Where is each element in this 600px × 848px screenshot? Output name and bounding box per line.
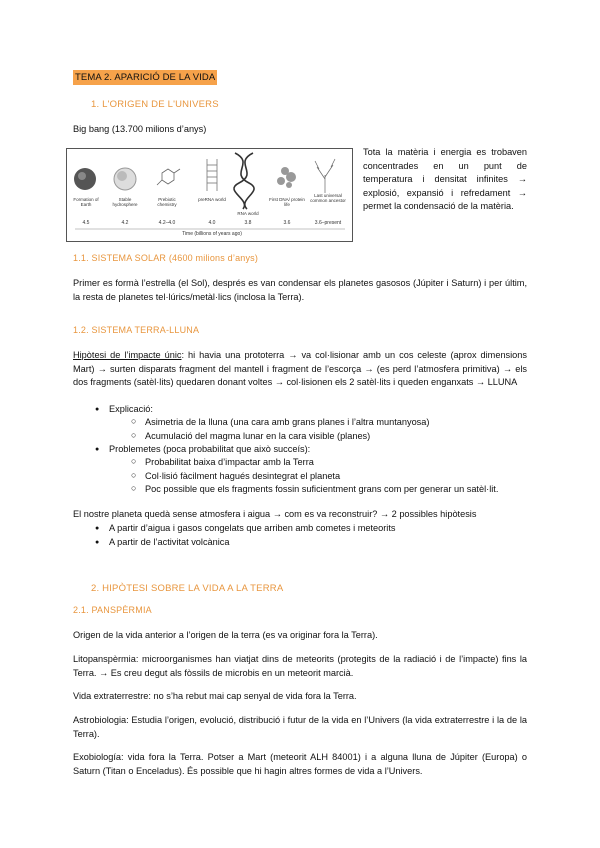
section-heading-life-hypothesis: 2. HIPÒTESI SOBRE LA VIDA A LA TERRA: [91, 583, 284, 594]
stage-chemistry: Prebiotic chemistry 4.2–4.0: [157, 197, 177, 226]
universe-description: Tota la matèria i energia es trobaven concentrades en un punt de temperatura i densitat infinites → explosió, expansió i refredament → permet la condensació de la matèria.: [363, 147, 527, 211]
stage-dna-protein: First DNA/ protein life 3.6: [269, 197, 305, 226]
list-item: ○ Acumulació del magma lunar en la cara visible (planes): [145, 430, 527, 444]
exobiology-text: Exobiología: vida fora la Terra. Potser a Mart (meteorit ALH 84001) i a alguna lluna de Júpiter (Europa) o Saturn (Titan o Enceladus). És possible que hi hagin altres formes de vida a l’Univers.: [73, 752, 527, 776]
impact-hypothesis-label: Hipòtesi de l’impacte únic: [73, 350, 182, 360]
section-heading-earth-moon: 1.2. SISTEMA TERRA-LLUNA: [73, 325, 200, 335]
stage-prerna: preRNA world 4.0: [198, 197, 226, 226]
problem-subitems: [145, 456, 527, 497]
section-heading-panspermia: 2.1. PANSPÈRMIA: [73, 605, 152, 615]
prerna-illustration: [207, 159, 217, 191]
solar-system-text: Primer es formà l’estrella (el Sol), després es van condensar els planetes gasosos (Júpiter i Saturn) i per últim, la resta de planetes tel·lúrics/metàl·lics (inclosa la Terra).: [73, 278, 527, 302]
list-item: ○ Poc possible que els fragments fossin suficientment grans com per generar un satèl·lit.: [145, 483, 527, 497]
origin-of-life-figure: [66, 148, 353, 242]
list-item: ● A partir d’aigua i gasos congelats que arriben amb cometes i meteorits: [109, 522, 527, 536]
list-item: ○ Probabilitat baixa d’impactar amb la Terra: [145, 456, 527, 470]
list-item: ● Explicació:: [109, 403, 527, 417]
panspermia-definition: Origen de la vida anterior a l’origen de la terra (es va originar fora la Terra).: [73, 630, 378, 640]
stage-earth: Formation of Earth 4.5: [73, 197, 99, 226]
list-item: ● Problemetes (poca probabilitat que això succeís):: [109, 443, 527, 457]
atmosphere-question: El nostre planeta quedà sense atmosfera i aigua → com es va reconstruir? → 2 possibles hipòtesis: [73, 509, 477, 519]
astrobiology-text: Astrobiologia: Estudia l’origen, evolució, distribució i futur de la vida en l’Univers (la vida extraterrestre i la de la Terra).: [73, 715, 527, 739]
section-heading-solar-system: 1.1. SISTEMA SOLAR (4600 milions d’anys): [73, 253, 259, 263]
lithopanspermia-text: Litopanspèrmia: microorganismes han viatjat dins de meteorits (protegits de la radiació i de l’impacte) fins la Terra. → Es creu degut als fòssils de microbis en un meteorit marcià.: [73, 654, 527, 678]
problems-list: [109, 443, 527, 457]
protein-illustration: [277, 167, 296, 188]
extraterrestrial-life-text: Vida extraterrestre: no s’ha rebut mai cap senyal de vida fora la Terra.: [73, 691, 357, 701]
earth-illustration: [74, 168, 96, 190]
page-title: TEMA 2. APARICIÓ DE LA VIDA: [75, 72, 216, 83]
figure-axis-label: Time (billions of years ago): [182, 231, 242, 237]
section-heading-origin: 1. L'ORIGEN DE L'UNIVERS: [91, 99, 219, 110]
impact-hypothesis-paragraph: [73, 349, 527, 390]
list-item: ○ Col·lisió fàcilment hagués desintegrat el planeta: [145, 470, 527, 484]
bigbang-text: Big bang (13.700 milions d’anys): [73, 124, 207, 134]
tree-illustration: [315, 159, 335, 193]
rna-helix-illustration: [234, 153, 254, 209]
list-item: ● A partir de l’activitat volcànica: [109, 536, 527, 550]
stage-rna: RNA world 3.8: [237, 211, 259, 226]
hypotheses-list: [109, 522, 527, 549]
stage-luca: Last universal common ancestor 3.6–present: [310, 193, 346, 226]
impact-hypothesis-text: : hi havia una prototerra → va col·lisionar amb un cos celeste (aprox dimensions Mart) → surten disparats fragment del mantell i fragment de l’escorça → (es perd l’atmosfera primitiva) → els dos fragments (satèl·lits) quedaren donant voltes → col·lisionen els 2 satèl·lits i queden enganxats → LLUNA: [73, 350, 527, 387]
explanations-list: [109, 403, 527, 417]
explanation-subitems: [145, 416, 527, 443]
stage-hydrosphere: Stable hydrosphere 4.2: [112, 197, 138, 226]
molecule-illustration: [157, 169, 180, 185]
list-item: ○ Asimetria de la lluna (una cara amb grans planes i l’altra muntanyosa): [145, 416, 527, 430]
